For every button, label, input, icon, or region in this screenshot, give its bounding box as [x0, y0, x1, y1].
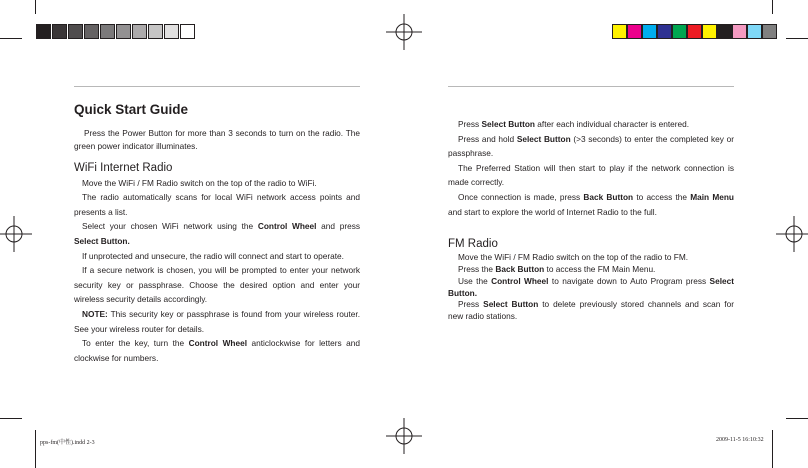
- text-run: anticlockwise for letters and clockwise for numbers.: [74, 338, 360, 363]
- gray-swatch: [132, 24, 147, 39]
- paragraph: [448, 132, 734, 161]
- crop-mark: [0, 38, 22, 39]
- text-run: Use the: [458, 275, 492, 286]
- paragraph: [448, 264, 734, 276]
- registration-mark-left: [0, 216, 32, 252]
- fm-section: [448, 252, 734, 323]
- bold-run: Select Button: [481, 119, 535, 129]
- text-run: (>3 seconds) to enter the completed key or passphrase.: [448, 133, 734, 159]
- gray-swatch: [180, 24, 195, 39]
- gray-swatch: [100, 24, 115, 39]
- left-page: [74, 103, 360, 365]
- bold-run: Select Button.: [448, 275, 734, 298]
- bold-run: Select Button: [516, 133, 571, 144]
- bold-run: Back Button: [495, 263, 545, 274]
- note-text: This security key or passphrase is found from your wireless router. See your wireless router for details.: [74, 308, 360, 334]
- bold-run: Control Wheel: [491, 275, 549, 286]
- crop-mark: [35, 0, 36, 14]
- paragraph: [448, 190, 734, 219]
- bold-run: Select Button: [483, 299, 539, 310]
- text-run: after each individual character is entered.: [535, 119, 690, 129]
- text-run: To enter the key, turn the: [82, 338, 189, 349]
- gray-swatch: [164, 24, 179, 39]
- crop-mark: [772, 0, 773, 14]
- registration-mark-top: [386, 14, 422, 50]
- right-page: [448, 117, 734, 323]
- paragraph: [74, 219, 360, 248]
- text-run: and press: [316, 221, 360, 232]
- text-run: to access the FM Main Menu.: [544, 263, 656, 274]
- text-run: to access the: [633, 191, 691, 202]
- paragraph: Move the WiFi / FM Radio switch on the top of the radio to WiFi.: [82, 177, 317, 188]
- paragraph: [448, 299, 734, 323]
- gray-swatch: [148, 24, 163, 39]
- bold-run: Control Wheel: [257, 221, 317, 232]
- text-run: to navigate down to Auto Program press: [548, 275, 710, 286]
- crop-mark: [35, 430, 36, 468]
- note-paragraph: [74, 307, 360, 336]
- color-swatch: [657, 24, 672, 39]
- gray-swatch: [68, 24, 83, 39]
- bold-run: Select Button.: [74, 235, 130, 246]
- page-title: Quick Start Guide: [74, 102, 189, 117]
- crop-mark: [786, 38, 808, 39]
- crop-mark: [0, 418, 22, 419]
- right-header-rule: [448, 86, 734, 87]
- text-run: and start to explore the world of Internet Radio to the full.: [448, 206, 657, 217]
- paragraph: The radio automatically scans for local WiFi network access points and presents a list.: [74, 192, 360, 217]
- color-swatch: [762, 24, 777, 39]
- gray-swatch: [36, 24, 51, 39]
- paragraph: Move the WiFi / FM Radio switch on the top of the radio to FM.: [458, 252, 689, 263]
- color-swatch: [627, 24, 642, 39]
- note-label: NOTE:: [82, 308, 108, 319]
- bold-run: Control Wheel: [188, 338, 248, 349]
- slug-filename: pps-fm(中性).indd 2-3: [40, 440, 95, 446]
- slug-timestamp: 2009-11-5 16:10:32: [716, 437, 764, 443]
- crop-mark: [772, 430, 773, 468]
- text-run: Press the: [458, 263, 496, 274]
- wifi-heading: WiFi Internet Radio: [74, 161, 173, 174]
- paragraph: The Preferred Station will then start to play if the network connection is made correctly.: [448, 162, 734, 188]
- color-swatch: [612, 24, 627, 39]
- color-swatch: [702, 24, 717, 39]
- paragraph: [448, 117, 734, 132]
- gray-swatch: [116, 24, 131, 39]
- text-run: to delete previously stored channels and scan for new radio stations.: [448, 299, 734, 322]
- text-run: Press: [458, 119, 482, 129]
- text-run: Press and hold: [458, 133, 517, 144]
- color-swatch: [717, 24, 732, 39]
- paragraph: [74, 336, 360, 365]
- color-swatch: [642, 24, 657, 39]
- registration-mark-right: [776, 216, 808, 252]
- bold-run: Back Button: [583, 191, 634, 202]
- paragraph: [448, 276, 734, 300]
- crop-mark: [786, 418, 808, 419]
- paragraph: If unprotected and unsecure, the radio will connect and start to operate.: [82, 250, 344, 261]
- text-run: Once connection is made, press: [458, 191, 584, 202]
- text-run: Select your chosen WiFi network using the: [82, 221, 258, 232]
- color-swatch: [672, 24, 687, 39]
- registration-mark-bottom: [386, 418, 422, 454]
- text-run: Press: [458, 299, 484, 310]
- gray-swatch: [52, 24, 67, 39]
- left-header-rule: [74, 86, 360, 87]
- intro-paragraph: Press the Power Button for more than 3 seconds to turn on the radio. The green power indicator illuminates.: [74, 127, 360, 151]
- fm-heading: FM Radio: [448, 238, 498, 251]
- color-swatch: [747, 24, 762, 39]
- color-swatch: [732, 24, 747, 39]
- paragraph: If a secure network is chosen, you will be prompted to enter your network security key or passphrase. Choose the desired option and enter your wireless security details accordingly.: [74, 265, 360, 305]
- bold-run: Main Menu: [690, 191, 734, 202]
- color-swatch: [687, 24, 702, 39]
- gray-swatch: [84, 24, 99, 39]
